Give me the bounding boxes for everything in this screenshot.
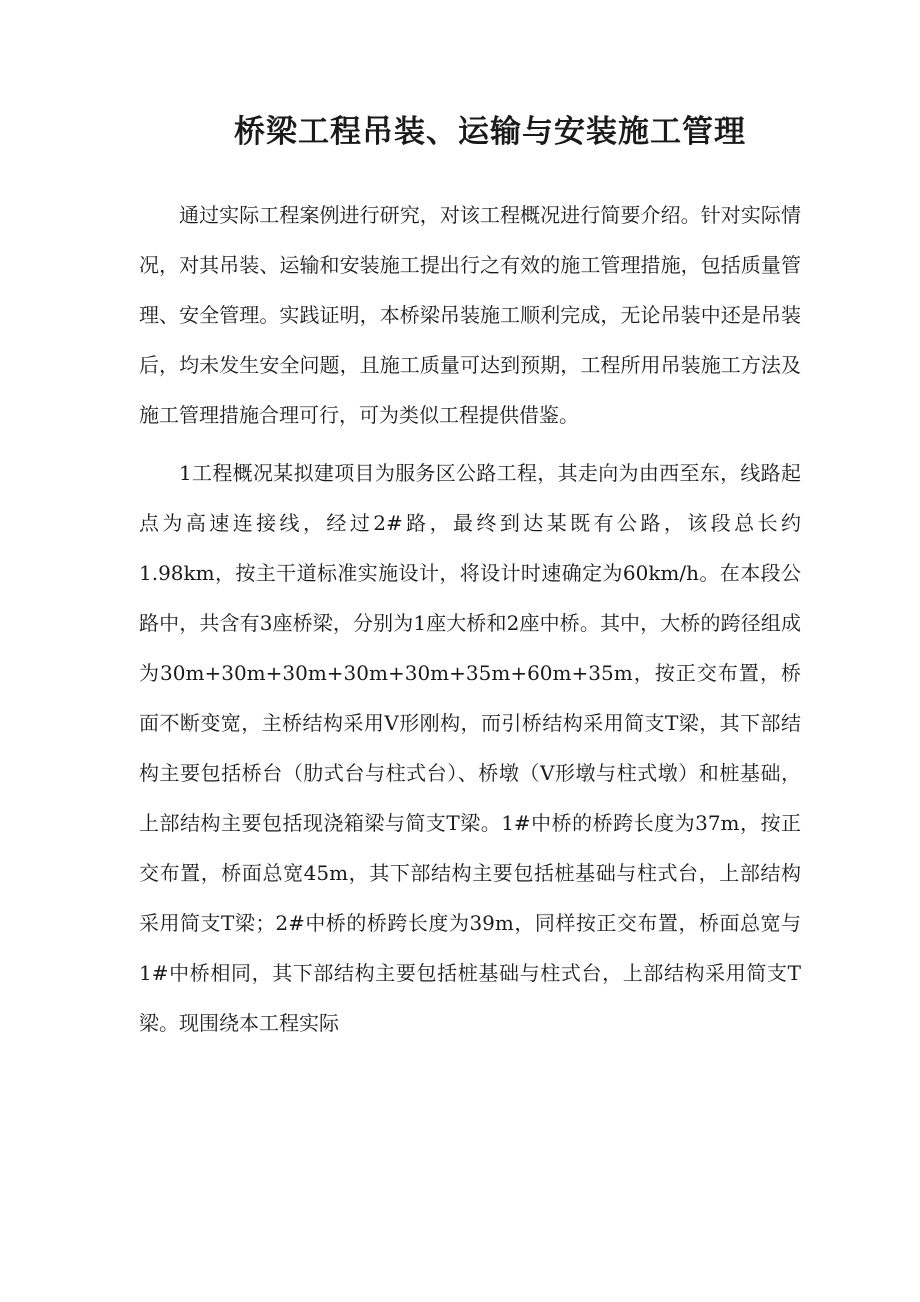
abstract-paragraph: 通过实际工程案例进行研究，对该工程概况进行简要介绍。针对实际情况，对其吊装、运输和安装施工提出行之有效的施工管理措施，包括质量管理、安全管理。实践证明，本桥梁吊装施工顺利完成，无论吊装中还是吊装后，均未发生安全问题，且施工质量可达到预期，工程所用吊装施工方法及施工管理措施合理可行，可为类似工程提供借鉴。: [139, 203, 801, 427]
document-title: 桥梁工程吊装、运输与安装施工管理: [234, 114, 746, 150]
project-overview-paragraph: 1工程概况某拟建项目为服务区公路工程，其走向为由西至东，线路起点为高速连接线，经过2#路，最终到达某既有公路，该段总长约1.98km，按主干道标准实施设计，将设计时速确定为60km/h。在本段公路中，共含有3座桥梁，分别为1座大桥和2座中桥。其中，大桥的跨径组成为30m+30m+30m+30m+30m+35m+60m+35m，按正交布置，桥面不断变宽，主桥结构采用V形刚构，而引桥结构采用简支T梁，其下部结构主要包括桥台（肋式台与柱式台）、桥墩（V形墩与柱式墩）和桩基础，上部结构主要包括现浇箱梁与简支T梁。1#中桥的桥跨长度为37m，按正交布置，桥面总宽45m，其下部结构主要包括桩基础与柱式台，上部结构采用简支T梁；2#中桥的桥跨长度为39m，同样按正交布置，桥面总宽与1#中桥相同，其下部结构主要包括桩基础与柱式台，上部结构采用简支T梁。现围绕本工程实际: [139, 461, 801, 1035]
document-body: [139, 190, 801, 1048]
